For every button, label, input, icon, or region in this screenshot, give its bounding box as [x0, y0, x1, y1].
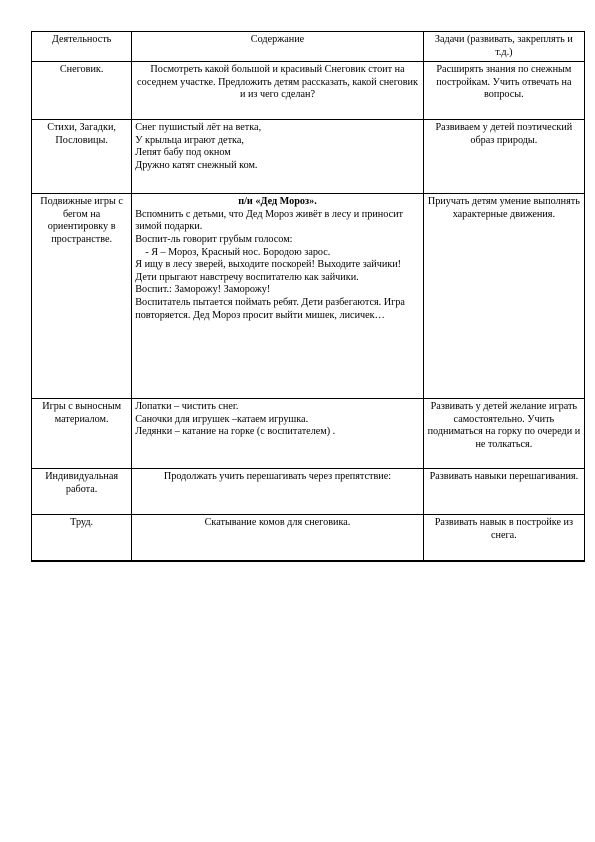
content-line: Лопатки – чистить снег. — [135, 401, 239, 413]
content-line: Ледянки – катание на горке (с воспитателем) . — [135, 426, 336, 438]
row-activity: Снеговик. — [32, 62, 132, 120]
row-content — [132, 120, 423, 194]
header-activity: Деятельность — [32, 32, 132, 62]
content-line: Продолжать учить перешагивать через препятствие: — [163, 471, 392, 483]
row-content — [132, 469, 423, 515]
table-row — [32, 120, 585, 194]
row-tasks: Развивать у детей желание играть самостоятельно. Учить подниматься на горку по очереди и не толкаться. — [423, 399, 584, 469]
content-line: Я ищу в лесу зверей, выходите поскорей! Выходите зайчики! — [135, 259, 402, 271]
table-row — [32, 469, 585, 515]
game-title: п/и «Дед Мороз». — [238, 196, 317, 208]
row-activity: Труд. — [32, 515, 132, 561]
table-row — [32, 399, 585, 469]
content-line: Дружно катят снежный ком. — [135, 159, 258, 171]
row-tasks: Развивать навык в постройке из снега. — [423, 515, 584, 561]
content-line: - Я – Мороз, Красный нос. Бородою зарос. — [145, 246, 331, 258]
table-row — [32, 62, 585, 120]
header-content: Содержание — [132, 32, 423, 62]
header-row — [32, 32, 585, 62]
row-activity: Индивидуальная работа. — [32, 469, 132, 515]
content-line: Саночки для игрушек –катаем игрушка. — [135, 413, 309, 425]
content-line: Лепят бабу под окном — [135, 147, 231, 159]
row-activity: Стихи, Загадки, Пословицы. — [32, 120, 132, 194]
row-tasks: Приучать детям умение выполнять характерные движения. — [423, 194, 584, 399]
row-content — [132, 62, 423, 120]
header-tasks: Задачи (развивать, закреплять и т.д.) — [423, 32, 584, 62]
row-activity: Игры с выносным материалом. — [32, 399, 132, 469]
content-line: Посмотреть какой большой и красивый Снеговик стоит на соседнем участке. Предложить детям рассказать, какой снеговик и из чего сделан? — [137, 64, 418, 101]
row-activity: Подвижные игры с бегом на ориентировку в пространстве. — [32, 194, 132, 399]
content-line: У крыльца играют детка, — [135, 134, 244, 146]
row-content — [132, 515, 423, 561]
content-line: Снег пушистый лёт на ветка, — [135, 122, 262, 134]
content-line: Воспит-ль говорит грубым голосом: — [135, 233, 293, 245]
table-row — [32, 515, 585, 561]
content-line: Вспомнить с детьми, что Дед Мороз живёт в лесу и приносит зимой подарки. — [135, 208, 403, 233]
row-tasks: Расширять знания по снежным постройкам. Учить отвечать на вопросы. — [423, 62, 584, 120]
row-content — [132, 194, 423, 399]
row-content — [132, 399, 423, 469]
row-tasks: Развивать навыки перешагивания. — [423, 469, 584, 515]
content-line: Воспит.: Заморожу! Заморожу! — [135, 284, 271, 296]
content-line: Воспитатель пытается поймать ребят. Дети разбегаются. Игра повторяется. Дед Мороз просит выйти мишек, лисичек… — [135, 296, 405, 321]
lesson-plan-table — [31, 31, 585, 562]
content-line: Скатывание комов для снеговика. — [204, 517, 351, 529]
content-line: Дети прыгают навстречу воспитателю как зайчики. — [135, 271, 359, 283]
row-tasks: Развиваем у детей поэтический образ природы. — [423, 120, 584, 194]
table-row — [32, 194, 585, 399]
